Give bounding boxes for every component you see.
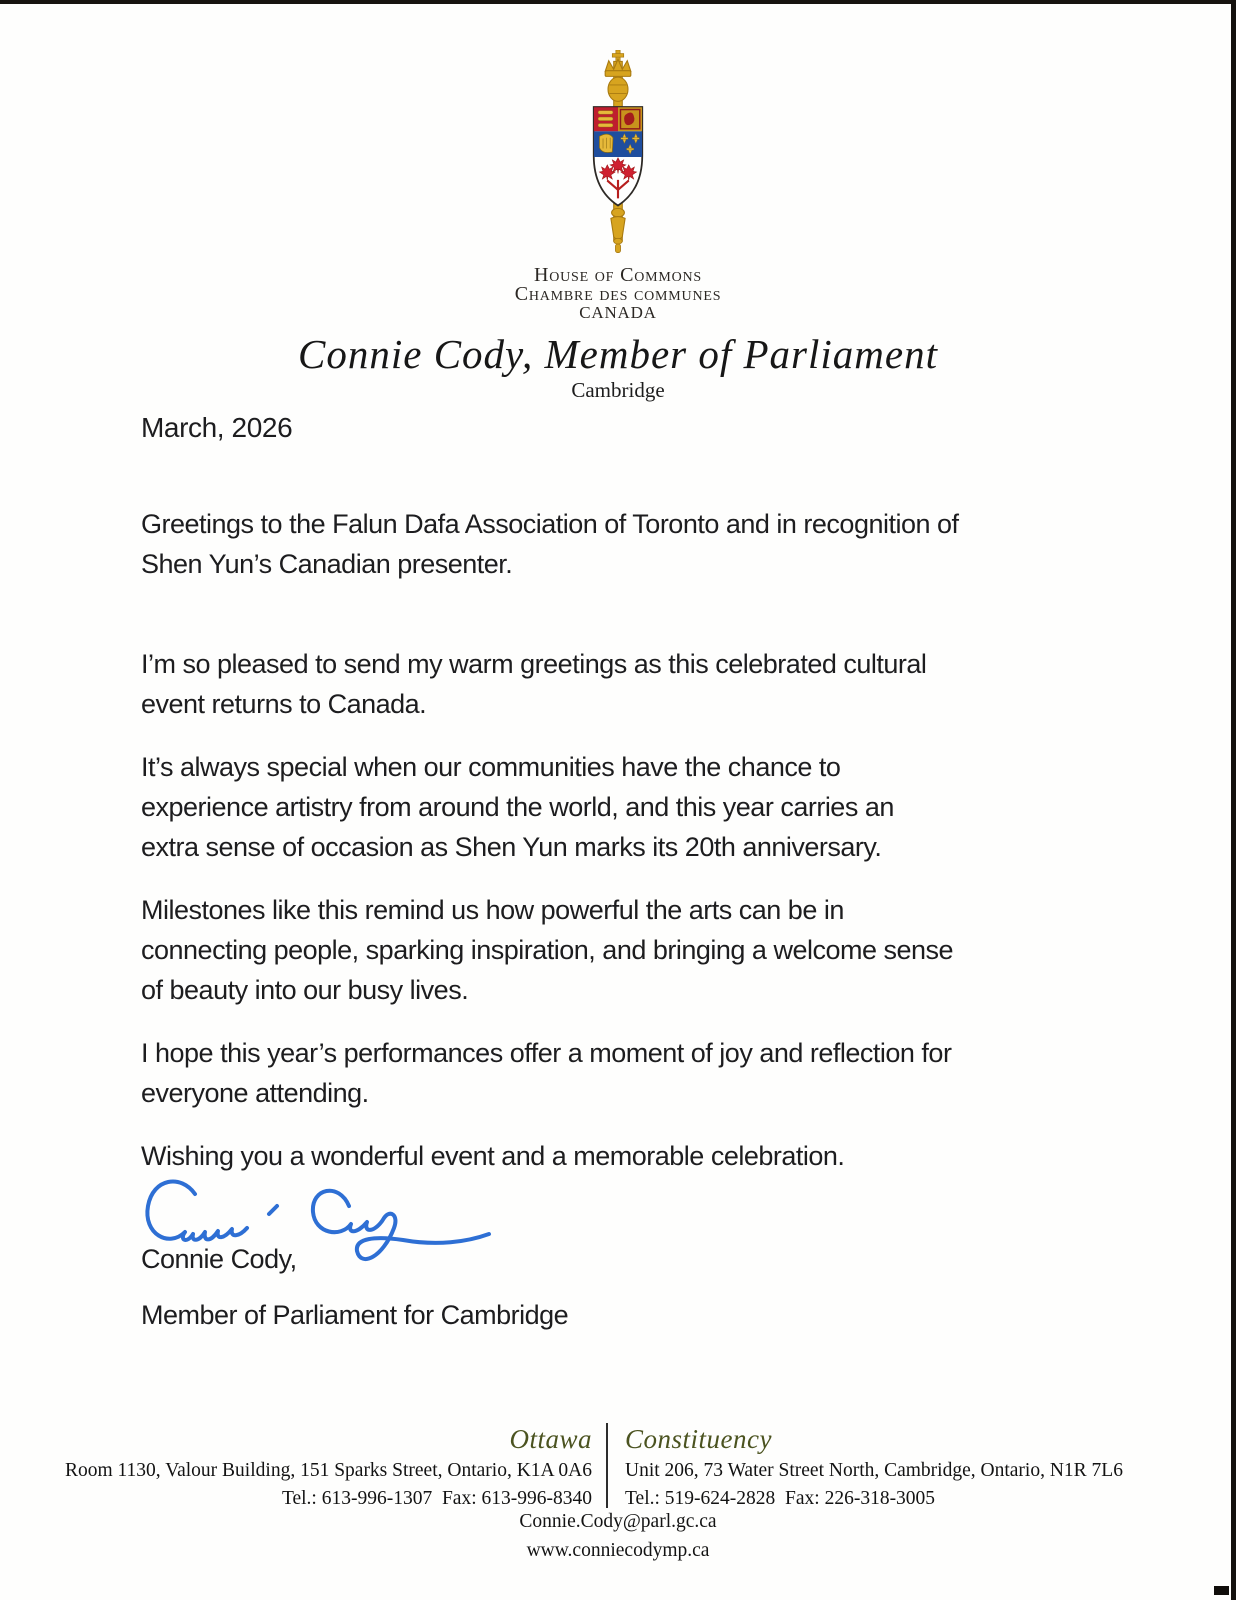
house-of-commons-crest-icon bbox=[575, 50, 661, 264]
letter-paragraph: Milestones like this remind us how powerful the arts can be in connecting people, sparking inspiration, and bringing a welcome sense of beauty into our busy lives. bbox=[141, 895, 954, 1005]
website-url: www.conniecodymp.ca bbox=[526, 1540, 710, 1561]
constituency-tel-fax: Tel.: 519-624-2828 Fax: 226-318-3005 bbox=[625, 1488, 936, 1509]
constituency-address: Unit 206, 73 Water Street North, Cambridge, Ontario, N1R 7L6 bbox=[625, 1460, 1123, 1481]
letter-paragraph: I hope this year’s performances offer a moment of joy and reflection for everyone attending. bbox=[141, 1038, 952, 1108]
closing-name: Connie Cody, bbox=[141, 1244, 297, 1274]
scan-artifact bbox=[1214, 1586, 1229, 1595]
letter-body bbox=[141, 504, 1201, 1199]
scan-edge-right bbox=[1231, 0, 1236, 1600]
letter-date: March, 2026 bbox=[141, 412, 293, 443]
letter-paragraph: Greetings to the Falun Dafa Association of Toronto and in recognition of Shen Yun’s Canadian presenter. bbox=[141, 509, 959, 579]
letter-paragraph: I’m so pleased to send my warm greetings as this celebrated cultural event returns to Canada. bbox=[141, 649, 927, 719]
member-name-script: Connie Cody, Member of Parliament bbox=[298, 331, 938, 377]
riding-name: Cambridge bbox=[571, 378, 665, 402]
ottawa-tel-fax: Tel.: 613-996-1307 Fax: 613-996-8340 bbox=[281, 1488, 592, 1509]
letter-paragraph: Wishing you a wonderful event and a memorable celebration. bbox=[141, 1141, 845, 1171]
footer-heading-constituency: Constituency bbox=[625, 1424, 772, 1454]
footer-heading-ottawa: Ottawa bbox=[509, 1424, 592, 1454]
org-name-english: House of Commons bbox=[533, 264, 703, 286]
email-address: Connie.Cody@parl.gc.ca bbox=[519, 1511, 717, 1532]
ottawa-address: Room 1130, Valour Building, 151 Sparks Street, Ontario, K1A 0A6 bbox=[64, 1460, 592, 1481]
letter-paragraph: It’s always special when our communities have the chance to experience artistry from around the world, and this year carries an extra sense of occasion as Shen Yun marks its 20th anniversary. bbox=[141, 752, 894, 862]
org-country: CANADA bbox=[579, 303, 657, 322]
scan-edge-top bbox=[0, 0, 1236, 4]
footer-divider bbox=[606, 1423, 608, 1508]
org-block bbox=[0, 266, 1236, 322]
closing-title: Member of Parliament for Cambridge bbox=[141, 1300, 569, 1330]
org-name-french: Chambre des communes bbox=[514, 283, 722, 305]
